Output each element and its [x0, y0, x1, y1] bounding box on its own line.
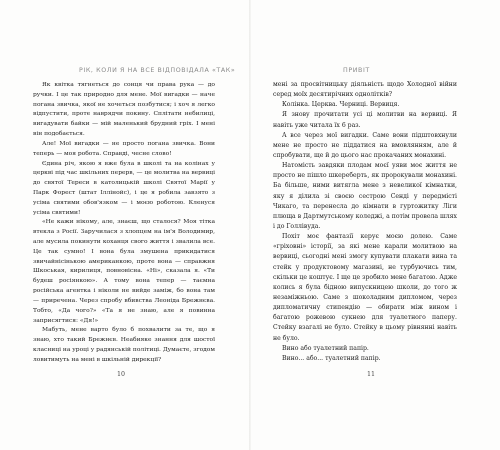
right-paragraph-7: Похіт моє фантазії керує моєю долею. Саме «гріховні» історії, за які мене карали молитвою на вервиці, сьогодні мені змогу купувати плакати вина та стейк у продуктовому магазині, не турбуючись тим, скільки це коштує. І ще це зробило мене багатою. Адже колись я була бідною випускницею школи, до того ж незаміжньою. Саме з шоколадним дипломом, через дипломатичну стипендію — обирати між вином і багатою рожевою сукнею для туалетного паперу. Стейку взагалі не було. Стейку в цьому рівнянні навіть не було. — [273, 233, 457, 342]
left-paragraph-4: «Не кажи нікому, але, знаєш, що сталося? Моя тітка втекла з Росії. Заручилася з хлопцем на ім'я Володимир, але мусила покинути коханця свого життя і звалила все. Це так сумно! І вона була змушена прикидатися звичайнісінькою американкою, проте вона — справжня Шкоськая, кирилиця, повновісна. «Ні», сказала я. «Ти будеш росіянкою». А тому вона тепер — таємна російська агентка і ніколи не вийде заміж, бо вона там — приречена. Через спробу вбивства Леоніда Брежнєва. Тобто, «Да чого?» «Та я не знаю, але я повинна заприсягтися: «Дя!» — [33, 218, 215, 324]
left-page — [0, 0, 249, 450]
left-running-head: РІК, КОЛИ Я НА ВСЕ ВІДПОВІДАЛА «ТАК» — [79, 67, 236, 74]
left-paragraph-5: Мабуть, мене варто було б похвалити за те, що я знаю, хто такий Брежнєв. Неабияке знання для шостої класниці на уроці у радянській політиці. Думаєте, згодом ловитимуть на мені в шкільній дирекції? — [33, 326, 215, 363]
right-page — [251, 0, 500, 450]
left-page-text — [33, 80, 215, 365]
right-paragraph-1: мені за просвітницьку діяльність щодо Холодної війни серед моїх десятирічних однолітків? — [273, 81, 457, 99]
left-paragraph-2: Але! Мої вигадки — не просто погана звичка. Вони теперь — моя робота. Справді, чесне слово! — [33, 139, 215, 157]
right-paragraph-4: А все через мої вигадки. Саме вони підштовхнули мене не просто не піддатися на вмовлянням, але й спробувати, ще й до цього нас прокачаних монахині. — [273, 131, 457, 159]
left-page-number: 10 — [117, 371, 126, 378]
right-paragraph-9: Вино... або... туалетний папір. — [282, 354, 381, 362]
right-running-head: ПРИВІТ — [343, 67, 370, 74]
right-page-text — [273, 80, 457, 364]
right-page-number: 11 — [367, 371, 376, 378]
right-paragraph-8: Вино або туалетний папір. — [282, 344, 369, 352]
right-paragraph-6: Натомість завдяки плодам моєї уяви моє життя не просто не пішло шкереберть, як пророкували монахині. Ба більше, ними витягла мене з невеликої кімнатки, яку я ділила зі своєю сестрою Сенді у передмісті Чикаго, та перенесла до кімнати в гуртожитку Ліги плюща в Дартмутському коледжі, а потім провела шлях і до Голлівуда. — [273, 162, 457, 230]
right-paragraph-3: Я знову прочитати усі ці молитви на вервиці. Я навіть уже читала їх 6 раз. — [273, 111, 457, 129]
right-paragraph-2: Колінка. Церква. Черниці. Вервиця. — [282, 101, 400, 109]
left-paragraph-1: Як квітка тягнеться до сонця чи права рука — до ручки. І це так природно для мене. Мої вигадки — наче погана звичка, якої не хочеться позбутися; і хоч я легко відпустити, проте наврядчи покину. Сплітати небилиці, вигадувати байки — мій маленький брудний гріх. І мені він подобається. — [33, 81, 215, 138]
left-paragraph-3: Єдина річ, якою я вже була в школі та на колінах у церкві під час шкільних перерв, — це молитва на вервиці до святої Тереси в католицькій школі Святої Марії у Парк Форест (штат Іллінойс), і це я робила завзято з усіма святими обов'язком — і моєю роботою. Кленуся усіма святими! — [33, 159, 215, 216]
